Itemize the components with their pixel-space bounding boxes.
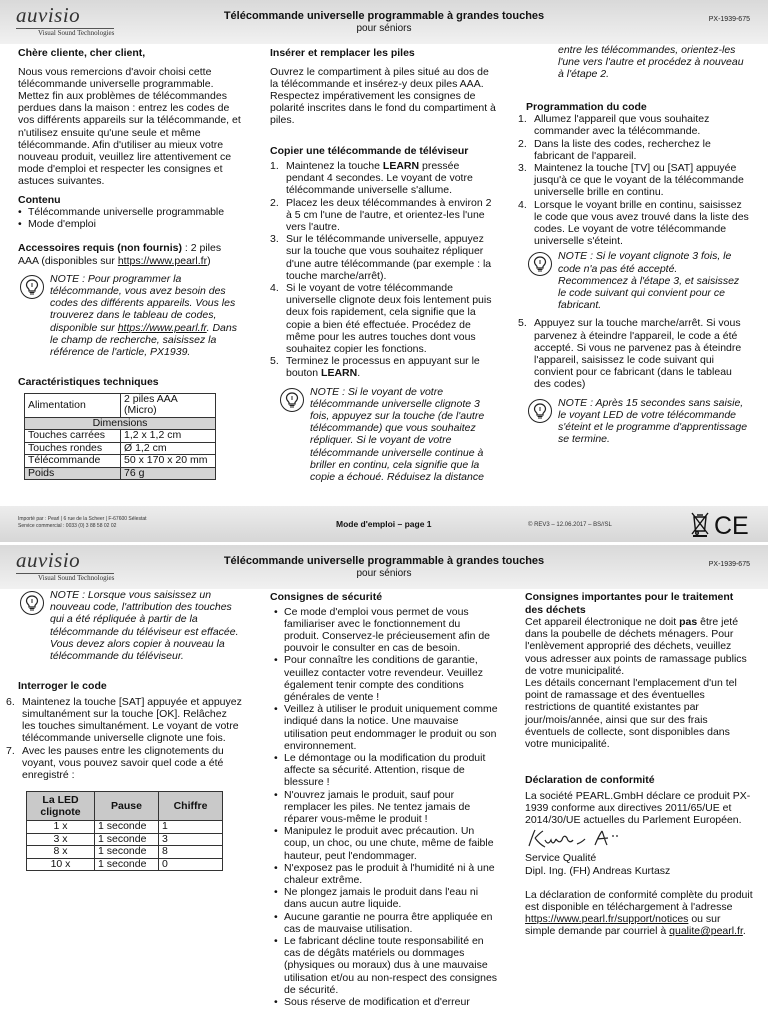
list-item: • N'ouvrez jamais le produit, sauf pour remplacer les piles. Ne tentez jamais de réparer vous-même le produit ! — [274, 789, 498, 826]
table-row — [25, 393, 216, 417]
page-label: Mode d'emploi – page 1 — [336, 519, 432, 529]
step-text: Terminez le processus en appuyant sur le bouton — [286, 355, 480, 380]
column-3 — [518, 44, 750, 445]
table-cell: Touches carrées — [25, 430, 121, 443]
download-text: La déclaration de conformité complète du produit est disponible en téléchargement à l'adresse — [525, 888, 753, 913]
column-1 — [6, 589, 242, 871]
table-cell: 1 seconde — [95, 858, 159, 871]
page-header — [0, 545, 768, 589]
dechets-text: être jeté dans la poubelle de déchets ménagers. Pour l'enlèvement approprié des déchets, veuillez vous adresser aux points de ramassage publics de votre municipalité. — [525, 616, 747, 677]
step-number: 2. — [518, 137, 527, 150]
step-text: . — [357, 367, 361, 380]
table-header: Pause — [95, 792, 159, 821]
logo-word: auvisio — [16, 3, 81, 27]
list-item: • Le fabricant décline toute responsabilité en cas de dégâts matériels ou dommages (physiques ou moraux) dus à une mauvaise utilisation et/ou au non-respect des consignes de sécurité. — [274, 935, 498, 996]
table-cell: Télécommande — [25, 455, 121, 468]
prog-heading: Programmation du code — [526, 100, 647, 113]
list-item: • N'exposez pas le produit à l'humidité ni à une chaleur extrême. — [274, 862, 498, 886]
note-continued: entre les télécommandes, orientez-les l'une vers l'autre et procédez à nouveau à l'étape 2. — [558, 44, 744, 81]
contenu-list — [18, 206, 242, 230]
specs-table — [24, 393, 216, 481]
column-2 — [270, 591, 498, 1008]
lightbulb-icon — [20, 275, 44, 299]
importer-line: Importé par : Pearl | 6 rue de la Scheer | F-67600 Sélestat — [18, 516, 147, 522]
table-cell: 1 seconde — [95, 821, 159, 834]
step-number: 3. — [270, 233, 279, 246]
note-codes — [18, 273, 242, 358]
copy-heading: Copier une télécommande de téléviseur — [270, 144, 469, 157]
interroger-heading: Interroger le code — [18, 680, 107, 693]
table-cell: Poids — [25, 467, 121, 480]
list-item: • Sous réserve de modification et d'erreur — [274, 996, 498, 1008]
list-item — [518, 317, 750, 390]
accessories-text: : 2 piles AAA (disponibles sur — [18, 242, 222, 267]
note-copy — [278, 386, 498, 484]
table-cell: 10 x — [27, 858, 95, 871]
column-1 — [18, 47, 242, 480]
page-2 — [0, 545, 768, 1024]
list-item: • Ce mode d'emploi vous permet de vous familiariser avec le fonctionnement du produit. Conservez-le précieusement afin de pouvoir le consulter en cas de besoin. — [274, 606, 498, 655]
list-item — [270, 160, 498, 197]
title-text: Télécommande universelle programmable à grandes touches — [223, 10, 545, 22]
note-code-rejected — [526, 250, 750, 311]
declaration-paragraph: La société PEARL.GmbH déclare ce produit PX-1939 conforme aux directives 2011/65/UE et 2014/30/UE actuelles du Parlement Européen. — [525, 789, 751, 827]
note-text: NOTE : Si le voyant clignote 3 fois, le code n'a pas été accepté. Recommencez à l'étape 3, et saisissez le code suivant qui convient pour ce fabricant. — [558, 250, 740, 312]
brand-logo — [16, 5, 114, 38]
step-number: 7. — [6, 744, 15, 757]
step-text: Maintenez la touche — [286, 160, 383, 173]
table-cell: Ø 1,2 cm — [121, 442, 216, 455]
title-text: Télécommande universelle programmable à grandes touches — [223, 555, 545, 567]
piles-heading: Insérer et remplacer les piles — [270, 47, 415, 59]
accessories-paragraph — [18, 242, 242, 266]
note-timeout — [526, 397, 750, 446]
table-row — [25, 455, 216, 468]
logo-subtitle: Visual Sound Technologies — [16, 573, 114, 583]
step-text: Appuyez sur la touche marche/arrêt. Si vous parvenez à éteindre l'appareil, le code a été accepté. Si vous ne parvenez pas à éteindre l'appareil, saisissez le code suivant qui convient pour ce fabricant (dans le tableau des codes) — [534, 317, 742, 391]
weee-ce-icon — [690, 510, 754, 538]
securite-list — [274, 606, 498, 1009]
document-title — [180, 555, 588, 580]
note-text: NOTE : Si le voyant de votre télécommande universelle clignote 3 fois, appuyez sur la touche (de l'autre télécommande) que vous souhaitez répliquer. Si le voyant de votre télécommande universelle continue à briller en continu, cela signifie que la copie a échoué. Réduisez la distance — [310, 385, 485, 484]
logo-subtitle: Visual Sound Technologies — [16, 28, 114, 38]
list-item: • Aucune garantie ne pourra être appliquée en cas de mauvaise utilisation. — [274, 911, 498, 935]
dechets-heading: Consignes importantes pour le traitement des déchets — [525, 591, 734, 616]
table-cell: 1,2 x 1,2 cm — [121, 430, 216, 443]
subtitle-text: pour séniors — [356, 568, 412, 579]
table-cell: 1 seconde — [95, 846, 159, 859]
list-item — [518, 113, 750, 137]
lightbulb-icon — [528, 399, 552, 423]
step-text: Dans la liste des codes, recherchez le fabricant de l'appareil. — [534, 137, 711, 162]
list-item: • Pour connaître les conditions de garantie, veuillez contacter votre revendeur. Veuillez également tenir compte des conditions générales de vente ! — [274, 654, 498, 703]
prog-steps-cont — [518, 317, 750, 390]
importer-info — [18, 516, 147, 530]
table-header-row — [27, 792, 223, 821]
step-number: 5. — [270, 355, 279, 368]
prog-steps — [518, 113, 750, 247]
page-header — [0, 0, 768, 44]
table-cell: 76 g — [121, 467, 216, 480]
note-text: NOTE : Pour programmer la télécommande, vous avez besoin des codes des différents appareils. Vous les trouverez dans le tableau de codes, disponible sur — [50, 272, 236, 334]
step-text: Maintenez la touche [TV] ou [SAT] appuyée jusqu'à ce que le voyant de la télécommande universelle brille en continu. — [534, 161, 744, 199]
table-row — [25, 442, 216, 455]
lightbulb-icon — [280, 388, 304, 412]
piles-paragraph: Ouvrez le compartiment à piles situé au dos de la télécommande et insérez-y deux piles AAA. Respectez impérativement les consignes de polarité inscrites dans le fond du compartiment à piles. — [270, 65, 496, 127]
list-item: • Télécommande universelle programmable — [18, 206, 242, 218]
table-cell: 1 — [159, 821, 223, 834]
step-text: pressée pendant 4 secondes. Le voyant de votre télécommande universelle s'allume. — [286, 160, 473, 197]
logo-word: auvisio — [16, 548, 81, 572]
step-text: Maintenez la touche [SAT] appuyée et appuyez simultanément sur la touche [OK]. Relâchez les touches simultanément. Le voyant de votre télécommande universelle clignote une fois. — [22, 695, 242, 745]
signature-image — [525, 826, 635, 852]
table-row — [27, 846, 223, 859]
download-text: . — [742, 925, 746, 938]
lightbulb-icon — [20, 591, 44, 615]
service-label: Service Qualité — [525, 852, 597, 865]
step-number: 2. — [270, 196, 279, 209]
step-number: 4. — [518, 198, 527, 211]
email-link[interactable]: qualite@pearl.fr — [669, 925, 743, 938]
step-number: 3. — [518, 161, 527, 174]
step-text: Si le voyant de votre télécommande universelle clignote deux fois lentement puis deux fois rapidement, cela signifie que la copie a bien été effectuée. Procédez de même pour les autres touches dont vous souhaitez copier les fonctions. — [286, 282, 492, 356]
article-code: PX-1939-675 — [708, 16, 750, 23]
lightbulb-icon — [528, 252, 552, 276]
step-key: LEARN — [382, 160, 420, 173]
accessories-end: ) — [207, 254, 211, 267]
list-item: • Mode d'emploi — [18, 218, 242, 230]
table-row — [25, 417, 216, 430]
list-item: • Manipulez le produit avec précaution. Un coup, un choc, ou une chute, même de faible hauteur, peut l'endommager. — [274, 825, 498, 862]
specs-heading: Caractéristiques techniques — [18, 376, 159, 389]
list-item — [6, 745, 242, 782]
table-header: Chiffre — [159, 792, 223, 821]
signature — [525, 826, 753, 852]
table-cell: Dimensions — [25, 417, 216, 430]
article-code: PX-1939-675 — [708, 561, 750, 568]
column-2 — [270, 47, 498, 483]
list-item — [518, 199, 750, 248]
list-item — [270, 197, 498, 234]
subtitle-text: pour séniors — [356, 23, 412, 34]
download-text: ou sur simple demande par courriel à — [525, 913, 721, 938]
list-item — [270, 282, 498, 355]
list-item: • Ne plongez jamais le produit dans l'eau ni dans aucun autre liquide. — [274, 886, 498, 910]
step-number: 4. — [270, 282, 279, 295]
accessories-heading: Accessoires requis (non fournis) — [18, 242, 182, 255]
copy-steps — [270, 160, 498, 380]
notices-link[interactable]: https://www.pearl.fr/support/notices — [525, 913, 689, 926]
step-text: Avec les pauses entre les clignotements du voyant, vous pouvez savoir quel code a été enregistré : — [22, 744, 224, 781]
table-cell: 1 x — [27, 821, 95, 834]
table-header: La LED clignote — [27, 792, 95, 821]
page-footer — [0, 506, 768, 542]
list-item — [518, 162, 750, 199]
list-item: • Le démontage ou la modification du produit affecte sa sécurité. Attention, risque de blessure ! — [274, 752, 498, 789]
dechets-emphasis: pas — [679, 616, 698, 628]
step-number: 1. — [270, 160, 279, 173]
signatory-name: Dipl. Ing. (FH) Andreas Kurtasz — [525, 864, 671, 877]
table-cell: 1 seconde — [95, 833, 159, 846]
table-row — [27, 821, 223, 834]
ce-text: CE — [714, 512, 749, 538]
service-line: Service commercial : 0033 (0) 3 88 58 02 02 — [18, 523, 117, 529]
document-title — [180, 10, 588, 35]
step-text: Placez les deux télécommandes à environ 2 à 5 cm l'une de l'autre, et orientez-les l'une vers l'autre. — [286, 196, 492, 234]
declaration-download — [525, 889, 753, 938]
step-text: Allumez l'appareil que vous souhaitez commander avec la télécommande. — [534, 113, 710, 138]
list-item — [6, 696, 242, 745]
led-table — [26, 791, 223, 871]
securite-heading: Consignes de sécurité — [270, 591, 383, 603]
step-text: Lorsque le voyant brille en continu, saisissez le code que vous avez trouvé dans la liste des codes. Le voyant de votre télécommande universelle s'éteint. — [534, 198, 749, 248]
step-number: 6. — [6, 695, 15, 708]
table-row — [25, 430, 216, 443]
note-text: NOTE : Lorsque vous saisissez un nouveau code, l'attribution des touches qui a été répliquée à partir de la télécommande du téléviseur est effacée. Vous devez alors copier à nouveau la télécommande du téléviseur. — [50, 589, 239, 663]
table-cell: 50 x 170 x 20 mm — [121, 455, 216, 468]
note-text: . Dans le champ de recherche, saisissez la référence de l'article, PX1939. — [50, 321, 237, 359]
list-item: • Veillez à utiliser le produit uniquement comme indiqué dans la notice. Une mauvaise utilisation peut endommager le produit ou son environnement. — [274, 703, 498, 752]
note-text: NOTE : Après 15 secondes sans saisie, le voyant LED de votre télécommande s'éteint et le programme d'apprentissage se termine. — [558, 396, 748, 446]
table-cell: 8 — [159, 846, 223, 859]
column-3 — [525, 591, 753, 938]
declaration-heading: Déclaration de conformité — [525, 774, 655, 787]
step-number: 5. — [518, 317, 527, 330]
dechets-text: Cet appareil électronique ne doit — [525, 616, 680, 628]
list-item — [518, 138, 750, 162]
table-cell: 3 — [159, 833, 223, 846]
contenu-heading: Contenu — [18, 193, 61, 206]
table-cell: 0 — [159, 858, 223, 871]
table-cell: 8 x — [27, 846, 95, 859]
table-cell: Touches rondes — [25, 442, 121, 455]
brand-logo — [16, 550, 114, 583]
ce-mark — [690, 510, 754, 541]
pearl-link[interactable]: https://www.pearl.fr — [117, 254, 208, 267]
step-text: Sur le télécommande universelle, appuyez sur la touche que vous souhaitez répliquer d'une autre télécommande (par exemple : la touche marche/arrêt). — [286, 233, 492, 282]
dechets-paragraph — [525, 616, 753, 677]
interroger-steps — [6, 696, 242, 781]
note-new-code — [18, 589, 242, 662]
table-row — [27, 858, 223, 871]
pearl-link[interactable]: https://www.pearl.fr — [117, 321, 207, 334]
greeting-heading: Chère cliente, cher client, — [18, 47, 146, 59]
list-item — [270, 355, 498, 379]
intro-paragraph: Nous vous remercions d'avoir choisi cette télécommande universelle programmable. Mettez fin aux problèmes de télécommandes perdues dans la maison : entrez les codes de vos différents appareils sur la télécommande, et n'utilisez ensuite qu'une seule et même télécommande. Afin d'utiliser au mieux votre nouveau produit, veuillez lire attentivement ce mode d'emploi et respecter les consignes et astuces suivantes. — [18, 65, 241, 188]
table-row — [27, 833, 223, 846]
table-cell: 2 piles AAA (Micro) — [121, 393, 216, 417]
table-row — [25, 467, 216, 480]
table-cell: Alimentation — [25, 393, 121, 417]
revision-label: © REV3 – 12.06.2017 – BS//SL — [528, 522, 612, 528]
table-cell: 3 x — [27, 833, 95, 846]
step-key: LEARN — [321, 367, 358, 380]
dechets-details: Les détails concernant l'emplacement d'un tel point de ramassage et des éventuelles restrictions de quantité existantes par jour/mois/année, ainsi que sur des frais éventuels de collecte, sont disponibles dans votre municipalité. — [525, 677, 737, 751]
list-item — [270, 233, 498, 282]
step-number: 1. — [518, 113, 527, 126]
